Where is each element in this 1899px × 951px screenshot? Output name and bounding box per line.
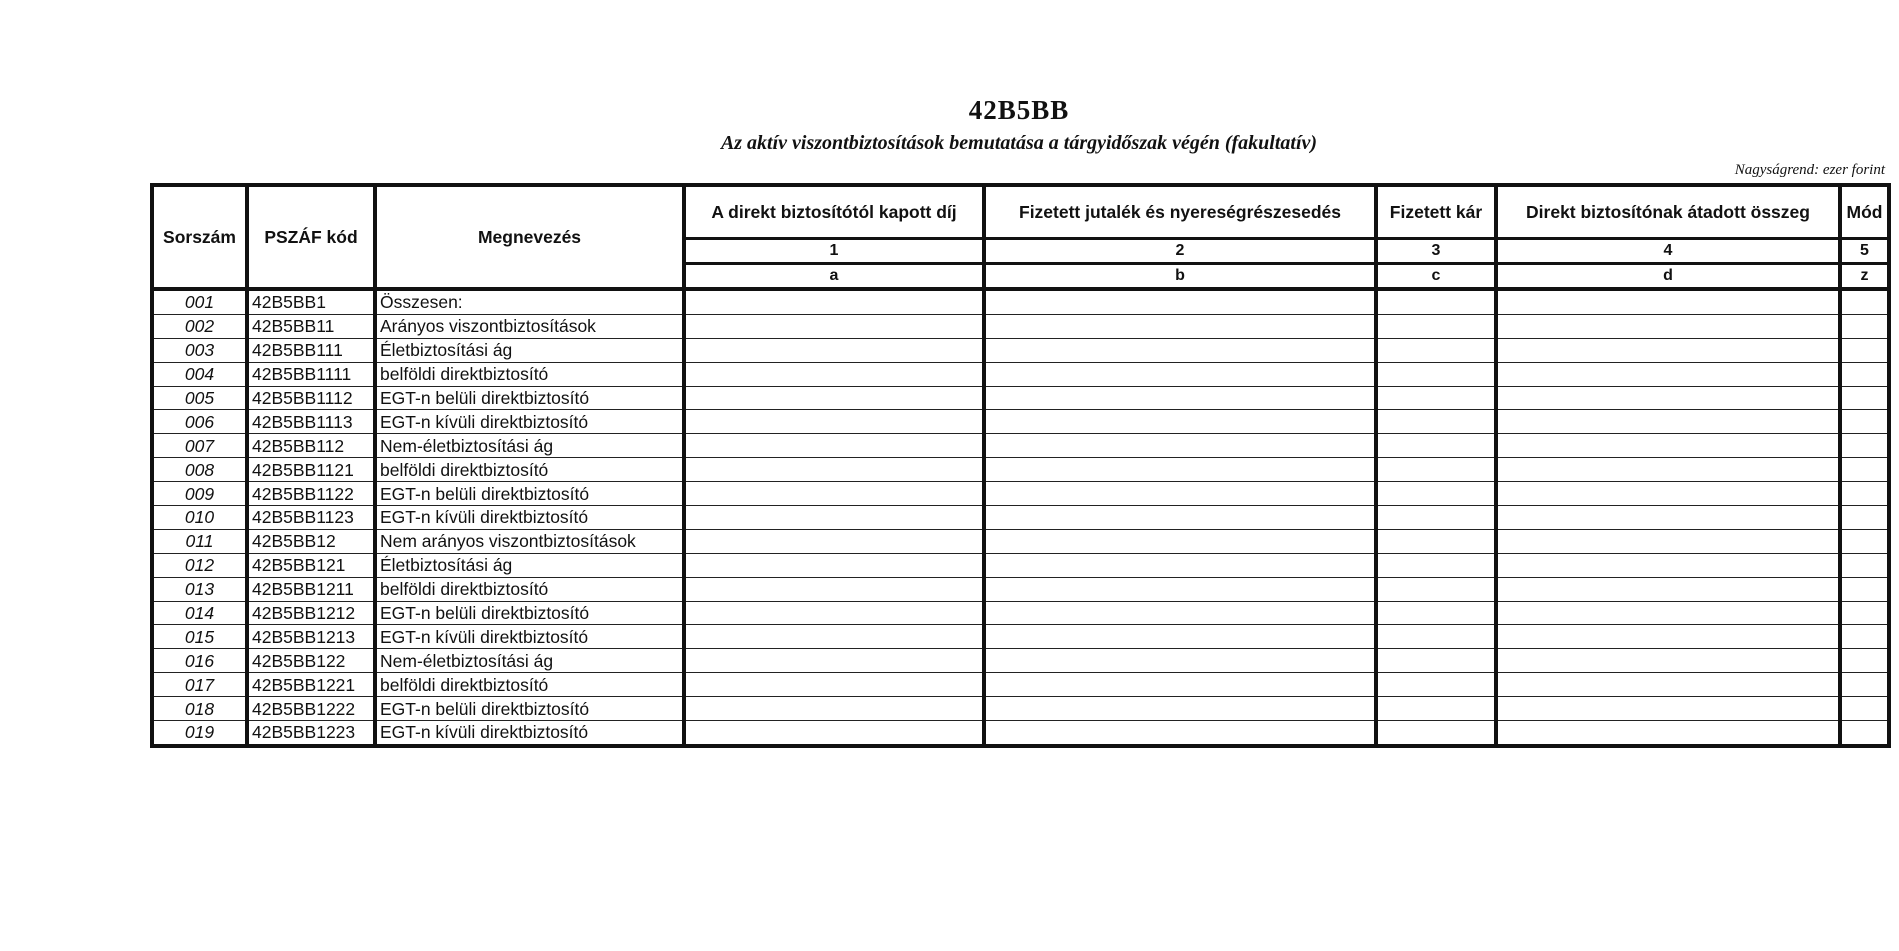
col-letter: d bbox=[1496, 264, 1840, 290]
header-row bbox=[152, 185, 1889, 239]
value-cell-1[interactable] bbox=[684, 649, 984, 673]
value-cell-3[interactable] bbox=[1376, 721, 1496, 746]
value-cell-3[interactable] bbox=[1376, 458, 1496, 482]
row-sorszam: 012 bbox=[152, 553, 247, 577]
value-cell-1[interactable] bbox=[684, 529, 984, 553]
value-cell-2[interactable] bbox=[984, 458, 1376, 482]
table-row bbox=[152, 673, 1889, 697]
row-sorszam: 010 bbox=[152, 506, 247, 530]
row-sorszam: 018 bbox=[152, 697, 247, 721]
row-sorszam: 003 bbox=[152, 338, 247, 362]
row-megnevezes: Nem-életbiztosítási ág bbox=[375, 434, 684, 458]
table-row bbox=[152, 553, 1889, 577]
table-row bbox=[152, 697, 1889, 721]
value-cell-3[interactable] bbox=[1376, 601, 1496, 625]
value-cell-4[interactable] bbox=[1496, 673, 1840, 697]
row-megnevezes: EGT-n belüli direktbiztosító bbox=[375, 601, 684, 625]
value-cell-1[interactable] bbox=[684, 601, 984, 625]
value-cell-4[interactable] bbox=[1496, 410, 1840, 434]
value-cell-4[interactable] bbox=[1496, 362, 1840, 386]
value-cell-5[interactable] bbox=[1840, 673, 1889, 697]
value-cell-4[interactable] bbox=[1496, 721, 1840, 746]
value-cell-2[interactable] bbox=[984, 553, 1376, 577]
value-cell-4[interactable] bbox=[1496, 289, 1840, 314]
value-cell-2[interactable] bbox=[984, 577, 1376, 601]
value-cell-5[interactable] bbox=[1840, 721, 1889, 746]
row-kod: 42B5BB1113 bbox=[247, 410, 375, 434]
value-cell-3[interactable] bbox=[1376, 362, 1496, 386]
row-megnevezes: EGT-n belüli direktbiztosító bbox=[375, 482, 684, 506]
value-cell-5[interactable] bbox=[1840, 625, 1889, 649]
row-megnevezes: belföldi direktbiztosító bbox=[375, 362, 684, 386]
row-kod: 42B5BB11 bbox=[247, 314, 375, 338]
row-megnevezes: Összesen: bbox=[375, 289, 684, 314]
value-cell-5[interactable] bbox=[1840, 289, 1889, 314]
table-row bbox=[152, 314, 1889, 338]
value-cell-4[interactable] bbox=[1496, 314, 1840, 338]
value-cell-5[interactable] bbox=[1840, 529, 1889, 553]
value-cell-5[interactable] bbox=[1840, 410, 1889, 434]
value-cell-4[interactable] bbox=[1496, 697, 1840, 721]
value-cell-4[interactable] bbox=[1496, 577, 1840, 601]
row-megnevezes: EGT-n belüli direktbiztosító bbox=[375, 386, 684, 410]
row-kod: 42B5BB1121 bbox=[247, 458, 375, 482]
value-cell-5[interactable] bbox=[1840, 649, 1889, 673]
row-sorszam: 014 bbox=[152, 601, 247, 625]
row-megnevezes: EGT-n kívüli direktbiztosító bbox=[375, 506, 684, 530]
value-cell-4[interactable] bbox=[1496, 553, 1840, 577]
table-row bbox=[152, 577, 1889, 601]
row-megnevezes: Nem arányos viszontbiztosítások bbox=[375, 529, 684, 553]
value-cell-1[interactable] bbox=[684, 625, 984, 649]
row-kod: 42B5BB122 bbox=[247, 649, 375, 673]
value-cell-3[interactable] bbox=[1376, 386, 1496, 410]
row-kod: 42B5BB1 bbox=[247, 289, 375, 314]
form-subtitle: Az aktív viszontbiztosítások bemutatása a tárgyidőszak végén (fakultatív) bbox=[720, 132, 1318, 154]
value-cell-1[interactable] bbox=[684, 289, 984, 314]
col-number: 1 bbox=[684, 239, 984, 264]
row-sorszam: 001 bbox=[152, 289, 247, 314]
value-cell-2[interactable] bbox=[984, 434, 1376, 458]
row-sorszam: 002 bbox=[152, 314, 247, 338]
row-megnevezes: belföldi direktbiztosító bbox=[375, 458, 684, 482]
value-cell-1[interactable] bbox=[684, 482, 984, 506]
row-megnevezes: EGT-n kívüli direktbiztosító bbox=[375, 410, 684, 434]
row-sorszam: 013 bbox=[152, 577, 247, 601]
col-number: 5 bbox=[1840, 239, 1889, 264]
row-sorszam: 006 bbox=[152, 410, 247, 434]
value-cell-1[interactable] bbox=[684, 386, 984, 410]
row-megnevezes: belföldi direktbiztosító bbox=[375, 577, 684, 601]
value-cell-5[interactable] bbox=[1840, 338, 1889, 362]
table-row bbox=[152, 362, 1889, 386]
value-cell-2[interactable] bbox=[984, 338, 1376, 362]
row-sorszam: 011 bbox=[152, 529, 247, 553]
row-megnevezes: Életbiztosítási ág bbox=[375, 553, 684, 577]
value-cell-3[interactable] bbox=[1376, 410, 1496, 434]
value-cell-3[interactable] bbox=[1376, 314, 1496, 338]
table-row bbox=[152, 434, 1889, 458]
value-cell-1[interactable] bbox=[684, 553, 984, 577]
col-header-1: A direkt biztosítótól kapott díj bbox=[684, 185, 984, 239]
value-cell-1[interactable] bbox=[684, 506, 984, 530]
row-kod: 42B5BB1122 bbox=[247, 482, 375, 506]
row-kod: 42B5BB111 bbox=[247, 338, 375, 362]
value-cell-1[interactable] bbox=[684, 338, 984, 362]
table-body bbox=[152, 289, 1889, 746]
value-cell-1[interactable] bbox=[684, 721, 984, 746]
value-cell-4[interactable] bbox=[1496, 529, 1840, 553]
row-kod: 42B5BB1211 bbox=[247, 577, 375, 601]
value-cell-1[interactable] bbox=[684, 410, 984, 434]
table-row bbox=[152, 458, 1889, 482]
value-cell-4[interactable] bbox=[1496, 386, 1840, 410]
report-table bbox=[150, 183, 1891, 748]
col-letter: a bbox=[684, 264, 984, 290]
value-cell-1[interactable] bbox=[684, 673, 984, 697]
value-cell-5[interactable] bbox=[1840, 386, 1889, 410]
table-row bbox=[152, 506, 1889, 530]
row-sorszam: 005 bbox=[152, 386, 247, 410]
value-cell-3[interactable] bbox=[1376, 434, 1496, 458]
table-row bbox=[152, 625, 1889, 649]
col-header-4: Direkt biztosítónak átadott összeg bbox=[1496, 185, 1840, 239]
value-cell-4[interactable] bbox=[1496, 458, 1840, 482]
value-cell-5[interactable] bbox=[1840, 601, 1889, 625]
value-cell-4[interactable] bbox=[1496, 649, 1840, 673]
table-row bbox=[152, 601, 1889, 625]
table-row bbox=[152, 338, 1889, 362]
col-letter: z bbox=[1840, 264, 1889, 290]
row-sorszam: 016 bbox=[152, 649, 247, 673]
value-cell-2[interactable] bbox=[984, 697, 1376, 721]
value-cell-3[interactable] bbox=[1376, 338, 1496, 362]
value-cell-5[interactable] bbox=[1840, 553, 1889, 577]
col-header-megnevezes: Megnevezés bbox=[375, 185, 684, 289]
table-row bbox=[152, 721, 1889, 746]
value-cell-4[interactable] bbox=[1496, 482, 1840, 506]
value-cell-2[interactable] bbox=[984, 410, 1376, 434]
col-letter: b bbox=[984, 264, 1376, 290]
row-kod: 42B5BB1222 bbox=[247, 697, 375, 721]
value-cell-2[interactable] bbox=[984, 289, 1376, 314]
row-megnevezes: Nem-életbiztosítási ág bbox=[375, 649, 684, 673]
row-sorszam: 015 bbox=[152, 625, 247, 649]
value-cell-3[interactable] bbox=[1376, 529, 1496, 553]
col-header-kod: PSZÁF kód bbox=[247, 185, 375, 289]
value-cell-2[interactable] bbox=[984, 482, 1376, 506]
value-cell-3[interactable] bbox=[1376, 673, 1496, 697]
col-number: 4 bbox=[1496, 239, 1840, 264]
row-kod: 42B5BB1123 bbox=[247, 506, 375, 530]
value-cell-5[interactable] bbox=[1840, 314, 1889, 338]
value-cell-3[interactable] bbox=[1376, 649, 1496, 673]
value-cell-4[interactable] bbox=[1496, 625, 1840, 649]
row-sorszam: 009 bbox=[152, 482, 247, 506]
value-cell-4[interactable] bbox=[1496, 506, 1840, 530]
row-kod: 42B5BB1223 bbox=[247, 721, 375, 746]
value-cell-2[interactable] bbox=[984, 386, 1376, 410]
row-kod: 42B5BB1221 bbox=[247, 673, 375, 697]
row-kod: 42B5BB1111 bbox=[247, 362, 375, 386]
value-cell-2[interactable] bbox=[984, 649, 1376, 673]
value-cell-2[interactable] bbox=[984, 529, 1376, 553]
value-cell-2[interactable] bbox=[984, 506, 1376, 530]
col-header-5: Mód bbox=[1840, 185, 1889, 239]
value-cell-2[interactable] bbox=[984, 721, 1376, 746]
col-number: 2 bbox=[984, 239, 1376, 264]
row-megnevezes: EGT-n kívüli direktbiztosító bbox=[375, 625, 684, 649]
row-sorszam: 004 bbox=[152, 362, 247, 386]
value-cell-3[interactable] bbox=[1376, 577, 1496, 601]
col-header-3: Fizetett kár bbox=[1376, 185, 1496, 239]
unit-note: Nagyságrend: ezer forint bbox=[1734, 162, 1885, 178]
value-cell-1[interactable] bbox=[684, 362, 984, 386]
table-row bbox=[152, 410, 1889, 434]
value-cell-3[interactable] bbox=[1376, 553, 1496, 577]
value-cell-5[interactable] bbox=[1840, 506, 1889, 530]
value-cell-1[interactable] bbox=[684, 434, 984, 458]
row-kod: 42B5BB12 bbox=[247, 529, 375, 553]
table-row bbox=[152, 289, 1889, 314]
table-row bbox=[152, 386, 1889, 410]
row-sorszam: 019 bbox=[152, 721, 247, 746]
value-cell-1[interactable] bbox=[684, 458, 984, 482]
col-number: 3 bbox=[1376, 239, 1496, 264]
value-cell-3[interactable] bbox=[1376, 625, 1496, 649]
value-cell-3[interactable] bbox=[1376, 506, 1496, 530]
row-sorszam: 008 bbox=[152, 458, 247, 482]
row-kod: 42B5BB1212 bbox=[247, 601, 375, 625]
value-cell-1[interactable] bbox=[684, 577, 984, 601]
col-letter: c bbox=[1376, 264, 1496, 290]
value-cell-5[interactable] bbox=[1840, 577, 1889, 601]
value-cell-1[interactable] bbox=[684, 314, 984, 338]
value-cell-5[interactable] bbox=[1840, 362, 1889, 386]
value-cell-3[interactable] bbox=[1376, 697, 1496, 721]
row-megnevezes: belföldi direktbiztosító bbox=[375, 673, 684, 697]
value-cell-5[interactable] bbox=[1840, 697, 1889, 721]
value-cell-2[interactable] bbox=[984, 314, 1376, 338]
value-cell-2[interactable] bbox=[984, 601, 1376, 625]
value-cell-4[interactable] bbox=[1496, 434, 1840, 458]
value-cell-1[interactable] bbox=[684, 697, 984, 721]
value-cell-2[interactable] bbox=[984, 625, 1376, 649]
value-cell-3[interactable] bbox=[1376, 289, 1496, 314]
table-row bbox=[152, 482, 1889, 506]
value-cell-2[interactable] bbox=[984, 362, 1376, 386]
row-sorszam: 007 bbox=[152, 434, 247, 458]
row-megnevezes: Arányos viszontbiztosítások bbox=[375, 314, 684, 338]
table-row bbox=[152, 529, 1889, 553]
value-cell-4[interactable] bbox=[1496, 601, 1840, 625]
table-row bbox=[152, 649, 1889, 673]
row-sorszam: 017 bbox=[152, 673, 247, 697]
col-header-2: Fizetett jutalék és nyereségrészesedés bbox=[984, 185, 1376, 239]
row-kod: 42B5BB121 bbox=[247, 553, 375, 577]
row-kod: 42B5BB1112 bbox=[247, 386, 375, 410]
row-kod: 42B5BB1213 bbox=[247, 625, 375, 649]
value-cell-5[interactable] bbox=[1840, 482, 1889, 506]
value-cell-2[interactable] bbox=[984, 673, 1376, 697]
row-megnevezes: EGT-n belüli direktbiztosító bbox=[375, 697, 684, 721]
value-cell-5[interactable] bbox=[1840, 434, 1889, 458]
row-megnevezes: EGT-n kívüli direktbiztosító bbox=[375, 721, 684, 746]
row-megnevezes: Életbiztosítási ág bbox=[375, 338, 684, 362]
col-header-sorszam: Sorszám bbox=[152, 185, 247, 289]
row-kod: 42B5BB112 bbox=[247, 434, 375, 458]
value-cell-4[interactable] bbox=[1496, 338, 1840, 362]
value-cell-5[interactable] bbox=[1840, 458, 1889, 482]
value-cell-3[interactable] bbox=[1376, 482, 1496, 506]
form-code-title: 42B5BB bbox=[968, 95, 1070, 125]
